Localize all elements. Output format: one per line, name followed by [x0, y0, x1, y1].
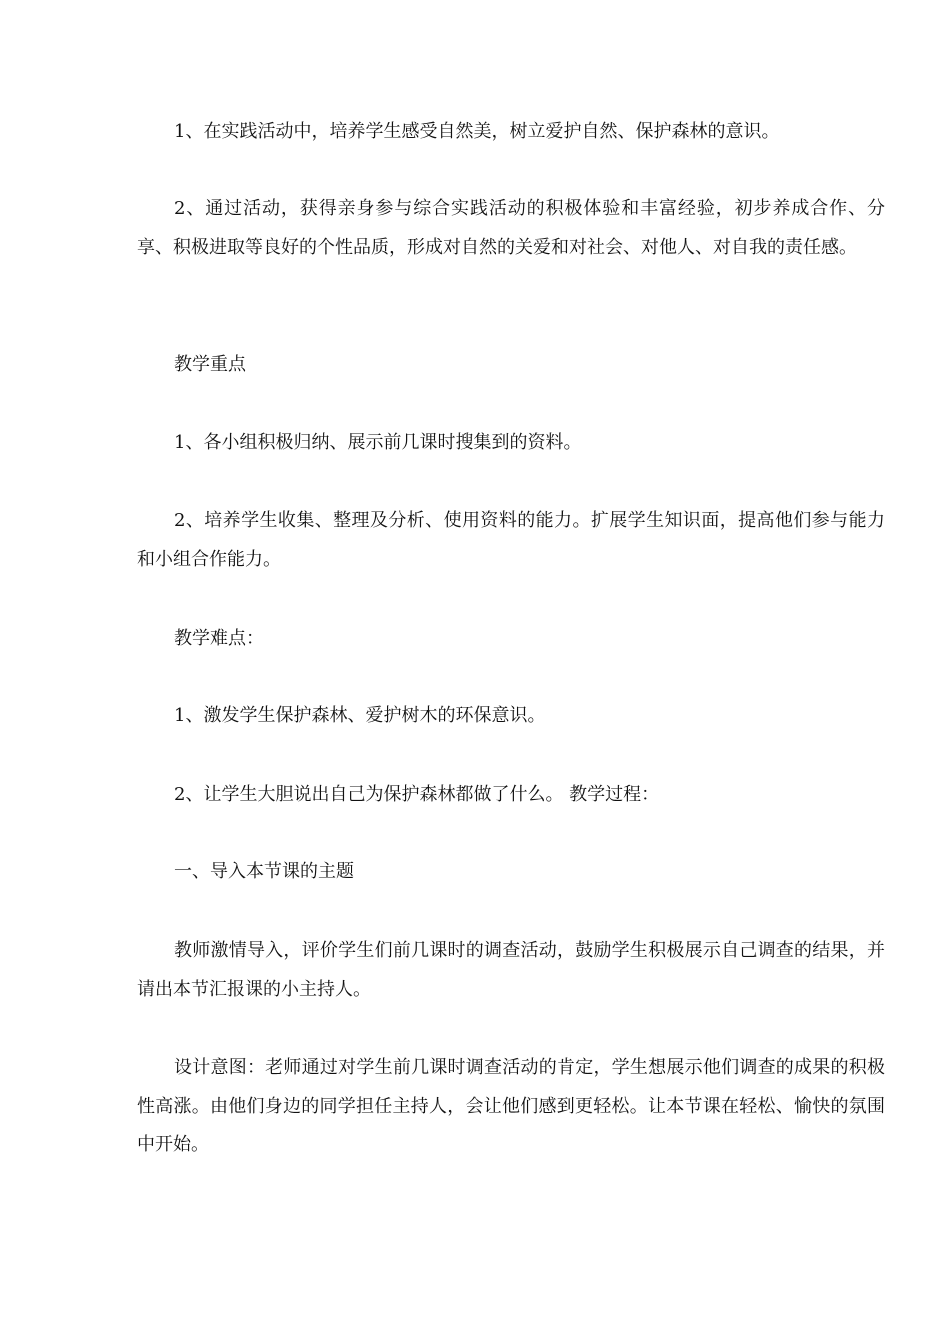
objective-paragraph-1: 1、在实践活动中，培养学生感受自然美，树立爱护自然、保护森林的意识。 [174, 121, 780, 142]
introduction-paragraph: 教师激情导入，评价学生们前几课时的调查活动，鼓励学生积极展示自己调查的结果，并请出本节汇报课的小主持人。 [137, 940, 885, 1000]
teaching-difficulty-heading: 教学难点： [174, 628, 264, 649]
objective-paragraph-2: 2、通过活动，获得亲身参与综合实践活动的积极体验和丰富经验，初步养成合作、分享、积极进取等良好的个性品质，形成对自然的关爱和对社会、对他人、对自我的责任感。 [137, 198, 885, 258]
focus-paragraph-2: 2、培养学生收集、整理及分析、使用资料的能力。扩展学生知识面，提高他们参与能力和小组合作能力。 [137, 510, 885, 570]
section-heading-introduction: 一、导入本节课的主题 [174, 861, 354, 882]
design-intent-paragraph: 设计意图：老师通过对学生前几课时调查活动的肯定，学生想展示他们调查的成果的积极性高涨。由他们身边的同学担任主持人，会让他们感到更轻松。让本节课在轻松、愉快的氛围中开始。 [137, 1057, 885, 1155]
focus-paragraph-1: 1、各小组积极归纳、展示前几课时搜集到的资料。 [174, 432, 582, 453]
teaching-focus-heading: 教学重点 [174, 354, 246, 375]
difficulty-paragraph-2: 2、让学生大胆说出自己为保护森林都做了什么。 教学过程： [174, 784, 660, 805]
difficulty-paragraph-1: 1、激发学生保护森林、爱护树木的环保意识。 [174, 705, 546, 726]
